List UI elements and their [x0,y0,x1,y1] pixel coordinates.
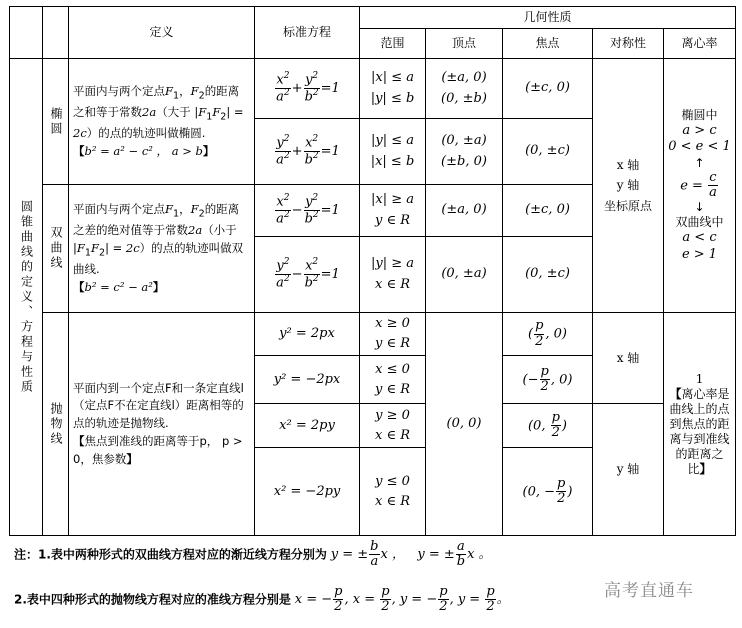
header-range: 范围 [360,29,426,59]
parabola-range-4: y ≤ 0 x ∈ R [360,448,426,536]
parabola-focus-2: (− $\frac{p}{2}$ , 0) [503,356,593,404]
hyperbola-equation-1: $\frac{x^2}{a^2}$ − $\frac{y^2}{b^2}$ =1 [255,185,360,237]
parabola-range-3: y ≥ 0 x ∈ R [360,404,426,448]
hyperbola-relation-note: b² = c² − a² [84,279,153,294]
parabola-name-cell [43,313,69,536]
arrow-up-icon: ↑ [694,155,705,170]
header-eccentricity: 离心率 [664,29,736,59]
ellipse-focus-2: (0, ±c) [503,119,593,185]
parabola-symmetry-y: y 轴 [593,404,664,536]
parabola-focus-1: ( $\frac{p}{2}$ , 0) [503,313,593,356]
hyperbola-name-cell [43,185,69,313]
ellipse-name: 椭圆 [49,106,63,137]
side-title: 圆锥曲线的定义、方程与性质 [19,199,34,395]
ellipse-equation-2: $\frac{y^2}{a^2}$ + $\frac{x^2}{b^2}$ =1 [255,119,360,185]
hyperbola-focus-1: (±c, 0) [503,185,593,237]
ellipse-name-cell [43,59,69,185]
note-directrices: 2.表中四种形式的抛物线方程对应的准线方程分别是 x = − $\frac{p}{2}$ , x = $\frac{p}{2}$ , y = − $\frac{p}{2}$ , y = $\frac{p}{2}$ 。 [14,584,510,615]
parabola-symmetry-x: x 轴 [593,313,664,404]
header-symmetry: 对称性 [593,29,664,59]
eccentricity-formula: e = $\frac{c}{a}$ [680,169,717,200]
central-symmetry: x 轴 y 轴 坐标原点 [593,59,664,313]
parabola-equation-1: y² = 2px [255,313,360,356]
parabola-definition: 平面内到一个定点F和一条定直线l（定点F不在定直线l）距离相等的点的轨迹是抛物线. 【焦点到准线的距离等于p， p > 0，焦参数】 [69,313,255,536]
header-standard-equation: 标准方程 [255,7,360,59]
parabola-equation-3: x² = 2py [255,404,360,448]
hyperbola-vertex-1: (±a, 0) [426,185,503,237]
parabola-range-2: x ≤ 0 y ∈ R [360,356,426,404]
ellipse-equation-1: $\frac{x^2}{a^2}$ + $\frac{y^2}{b^2}$ =1 [255,59,360,119]
hyperbola-range-1: |x| ≥ a y ∈ R [360,185,426,237]
parabola-focus-3: (0, $\frac{p}{2}$ ) [503,404,593,448]
arrow-down-icon: ↓ [694,200,705,215]
eccentricity-central: 椭圆中 a > c 0 < e < 1 ↑ e = $\frac{c}{a}$ ↓ 双曲线中 a < c e > 1 [664,59,736,313]
header-geometric-properties: 几何性质 [360,7,736,29]
hyperbola-definition: 平面内与两个定点$F_1$，$F_2$的距离之差的绝对值等于常数2a（小于 $|F_1F_2| = 2c$）的点的轨迹叫做双曲线. 【b² = c² − a²】 [69,185,255,313]
conic-sections-table [9,6,736,536]
ellipse-vertex-1: (±a, 0) (0, ±b) [426,59,503,119]
parabola-name: 抛物线 [49,401,63,447]
parabola-equation-4: x² = −2py [255,448,360,536]
parabola-equation-2: y² = −2px [255,356,360,404]
corner-cell [10,7,43,59]
parabola-focus-4: (0, − $\frac{p}{2}$ ) [503,448,593,536]
watermark: 高考直通车 [604,581,694,601]
corner-cell-2 [43,7,69,59]
ellipse-vertex-2: (0, ±a) (±b, 0) [426,119,503,185]
parabola-vertex: (0, 0) [426,313,503,536]
hyperbola-name: 双曲线 [49,226,63,271]
header-vertex: 顶点 [426,29,503,59]
header-focus: 焦点 [503,29,593,59]
ellipse-range-2: |y| ≤ a |x| ≤ b [360,119,426,185]
hyperbola-equation-2: $\frac{y^2}{a^2}$ − $\frac{x^2}{b^2}$ =1 [255,237,360,313]
note-asymptotes: 注：1.表中两种形式的双曲线方程对应的渐近线方程分别为 y = ± $\frac{b}{a}$ x ， y = ± $\frac{a}{b}$ x 。 [14,539,492,570]
parabola-eccentricity: 1 【离心率是曲线上的点到焦点的距离与到准线的距离之比】 [664,313,736,536]
ellipse-definition: 平面内与两个定点$F_1$，$F_2$的距离之和等于常数2a（大于 $|F_1F_2| = 2c$）的点的轨迹叫做椭圆. 【b² = a² − c² ， a > b】 [69,59,255,185]
header-definition: 定义 [69,7,255,59]
hyperbola-vertex-2: (0, ±a) [426,237,503,313]
hyperbola-range-2: |y| ≥ a x ∈ R [360,237,426,313]
parabola-parameter-note: 焦点到准线的距离等于p， p > 0，焦参数 [73,434,243,466]
ellipse-focus-1: (±c, 0) [503,59,593,119]
parabola-range-1: x ≥ 0 y ∈ R [360,313,426,356]
ellipse-relation-note: b² = a² − c² ， a > b [84,143,203,158]
side-title-cell [10,59,43,536]
ellipse-range-1: |x| ≤ a |y| ≤ b [360,59,426,119]
hyperbola-focus-2: (0, ±c) [503,237,593,313]
